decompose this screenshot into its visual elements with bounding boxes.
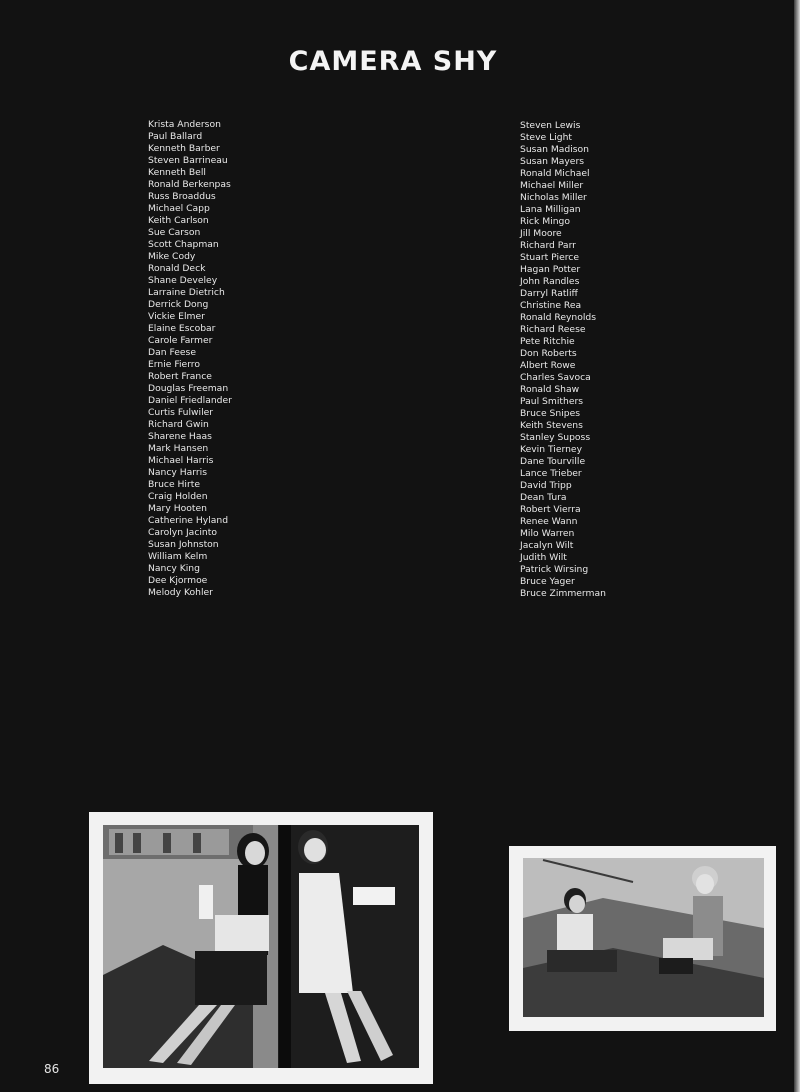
name-entry: Patrick Wirsing bbox=[520, 564, 589, 575]
name-entry: Carole Farmer bbox=[148, 335, 213, 346]
page-title: CAMERA SHY bbox=[288, 46, 498, 77]
name-entry: Craig Holden bbox=[148, 491, 208, 502]
name-entry: Larraine Dietrich bbox=[148, 287, 225, 298]
name-entry: Robert France bbox=[148, 371, 212, 382]
name-entry: Ronald Michael bbox=[520, 168, 590, 179]
name-entry: Ronald Berkenpas bbox=[148, 179, 231, 190]
name-entry: Michael Capp bbox=[148, 203, 210, 214]
name-entry: Mary Hooten bbox=[148, 503, 207, 514]
name-entry: Robert Vierra bbox=[520, 504, 581, 515]
name-entry: Nancy King bbox=[148, 563, 200, 574]
name-entry: Richard Reese bbox=[520, 324, 586, 335]
name-entry: Elaine Escobar bbox=[148, 323, 216, 334]
name-entry: John Randles bbox=[520, 276, 580, 287]
page-number: 86 bbox=[44, 1062, 60, 1076]
name-entry: Scott Chapman bbox=[148, 239, 219, 250]
name-entry: Richard Parr bbox=[520, 240, 576, 251]
name-entry: Daniel Friedlander bbox=[148, 395, 232, 406]
name-entry: Susan Madison bbox=[520, 144, 589, 155]
name-list-right bbox=[520, 120, 606, 600]
name-entry: Ronald Deck bbox=[148, 263, 206, 274]
name-entry: Kenneth Bell bbox=[148, 167, 206, 178]
name-entry: Judith Wilt bbox=[520, 552, 567, 563]
name-entry: Susan Mayers bbox=[520, 156, 585, 167]
photo-students-on-lawn-image bbox=[523, 858, 764, 1017]
name-entry: Dan Feese bbox=[148, 347, 196, 358]
name-entry: Kevin Tierney bbox=[520, 444, 583, 455]
name-entry: Hagan Potter bbox=[520, 264, 581, 275]
name-entry: Michael Miller bbox=[520, 180, 584, 191]
name-entry: Bruce Snipes bbox=[520, 408, 581, 419]
photo-two-girls bbox=[89, 812, 433, 1084]
name-entry: Bruce Zimmerman bbox=[520, 588, 606, 599]
name-entry: Catherine Hyland bbox=[148, 515, 229, 526]
name-entry: Douglas Freeman bbox=[148, 383, 229, 394]
name-entry: Ernie Fierro bbox=[148, 359, 201, 370]
name-entry: Susan Johnston bbox=[148, 539, 219, 550]
name-entry: Nicholas Miller bbox=[520, 192, 587, 203]
name-entry: Rick Mingo bbox=[520, 216, 570, 227]
name-entry: Christine Rea bbox=[520, 300, 582, 311]
name-entry: Keith Carlson bbox=[148, 215, 209, 226]
name-entry: Curtis Fulwiler bbox=[148, 407, 214, 418]
name-entry: Krista Anderson bbox=[148, 119, 221, 130]
name-entry: Pete Ritchie bbox=[520, 336, 575, 347]
name-entry: Ronald Reynolds bbox=[520, 312, 597, 323]
name-entry: Renee Wann bbox=[520, 516, 578, 527]
name-entry: Jacalyn Wilt bbox=[520, 540, 574, 551]
name-entry: Sue Carson bbox=[148, 227, 201, 238]
name-entry: Dean Tura bbox=[520, 492, 567, 503]
name-entry: Ronald Shaw bbox=[520, 384, 580, 395]
photo-two-girls-image bbox=[103, 825, 419, 1068]
name-entry: Darryl Ratliff bbox=[520, 288, 578, 299]
name-entry: Bruce Yager bbox=[520, 576, 575, 587]
name-entry: Carolyn Jacinto bbox=[148, 527, 217, 538]
name-entry: Lance Trieber bbox=[520, 468, 582, 479]
name-entry: Kenneth Barber bbox=[148, 143, 220, 154]
name-entry: Michael Harris bbox=[148, 455, 214, 466]
name-entry: Dee Kjormoe bbox=[148, 575, 208, 586]
name-entry: Vickie Elmer bbox=[148, 311, 205, 322]
name-entry: Melody Kohler bbox=[148, 587, 213, 598]
name-entry: Shane Develey bbox=[148, 275, 218, 286]
name-entry: Mike Cody bbox=[148, 251, 196, 262]
name-entry: Steve Light bbox=[520, 132, 573, 143]
name-entry: Bruce Hirte bbox=[148, 479, 201, 490]
photo-students-on-lawn bbox=[509, 846, 776, 1031]
name-entry: Russ Broaddus bbox=[148, 191, 216, 202]
name-entry: Keith Stevens bbox=[520, 420, 583, 431]
name-entry: Don Roberts bbox=[520, 348, 577, 359]
page-edge bbox=[794, 0, 800, 1092]
name-entry: Steven Barrineau bbox=[148, 155, 228, 166]
name-entry: Milo Warren bbox=[520, 528, 575, 539]
name-entry: Richard Gwin bbox=[148, 419, 209, 430]
name-entry: Paul Smithers bbox=[520, 396, 584, 407]
name-entry: Derrick Dong bbox=[148, 299, 209, 310]
name-list-left bbox=[148, 119, 232, 599]
name-entry: David Tripp bbox=[520, 480, 572, 491]
name-entry: William Kelm bbox=[148, 551, 208, 562]
name-entry: Mark Hansen bbox=[148, 443, 209, 454]
name-entry: Jill Moore bbox=[520, 228, 562, 239]
name-entry: Sharene Haas bbox=[148, 431, 212, 442]
name-entry: Dane Tourville bbox=[520, 456, 586, 467]
name-entry: Stanley Suposs bbox=[520, 432, 591, 443]
name-entry: Lana Milligan bbox=[520, 204, 581, 215]
name-entry: Albert Rowe bbox=[520, 360, 576, 371]
name-entry: Charles Savoca bbox=[520, 372, 591, 383]
name-entry: Stuart Pierce bbox=[520, 252, 580, 263]
name-entry: Steven Lewis bbox=[520, 120, 581, 131]
name-entry: Paul Ballard bbox=[148, 131, 203, 142]
name-entry: Nancy Harris bbox=[148, 467, 208, 478]
